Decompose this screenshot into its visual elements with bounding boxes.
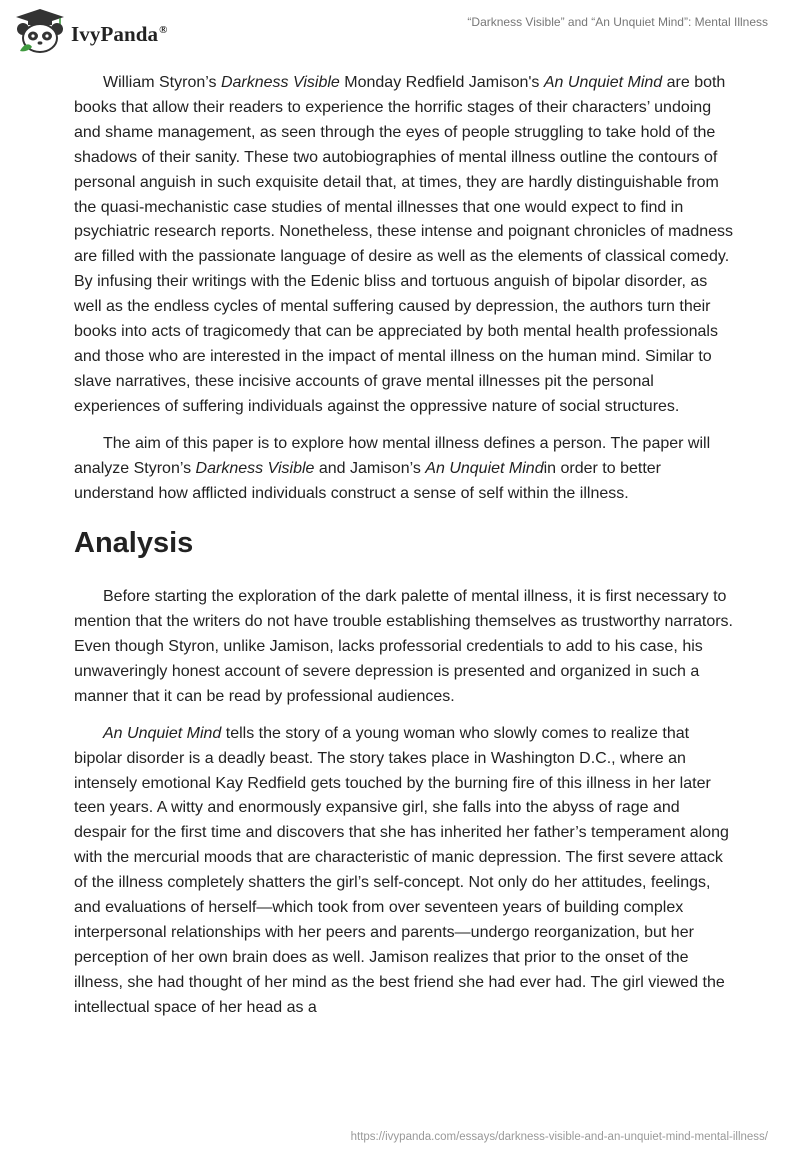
page-header <box>0 0 800 60</box>
paragraph-intro <box>74 71 734 420</box>
section-heading-analysis: Analysis <box>74 527 194 560</box>
book-title-an-unquiet-mind: An Unquiet Mind <box>103 724 222 742</box>
book-title-darkness-visible: Darkness Visible <box>195 459 315 477</box>
text-run: tells the story of a young woman who slowly comes to realize that bipolar disorder is a deadly beast. The story takes place in Washington D.C., where an intensely emotional Kay Redfield gets touched by the burning fire of this illness in her later teen years. A witty and enormously expansive girl, she falls into the abyss of rage and despair for the first time and discovers that she has inherited her father’s temperament along with the mercurial moods that are characteristic of manic depression. The first severe attack of the illness completely shatters the girl’s self-concept. Not only do her attitudes, feelings, and evaluations of herself—which took from over seventeen years of building complex interpersonal relationships with her peers and parents—undergo reorganization, but her perception of her own brain does as well. Jamison realizes that prior to the onset of the illness, she had thought of her mind as the best friend she had ever had. The girl viewed the intellectual space of her head as a <box>74 724 729 1016</box>
text-run: and Jamison’s <box>314 459 426 477</box>
text-run: Monday Redfield Jamison's <box>339 74 544 91</box>
paragraph-analysis-2 <box>74 722 734 1021</box>
book-title-an-unquiet-mind: An Unquiet Mind <box>425 459 544 477</box>
book-title-darkness-visible: Darkness Visible <box>220 74 340 91</box>
essay-body <box>74 71 734 1033</box>
text-run: The aim of this paper is to explore how mental illness defines a person. The paper will analyze Styron’s <box>74 434 711 477</box>
text-run: are both books that allow their readers to experience the horrific stages of their characters’ undoing and shame management, as seen through the eyes of people struggling to take hold of the shadows of their sanity. These two autobiographies of mental illness outline the contours of personal anguish in such exquisite detail that, at times, they are hardly distinguishable from the quasi-mechanistic case studies of mental illnesses that one would expect to find in psychiatric research reports. Nonetheless, these intense and poignant chronicles of madness are filled with the passionate language of desire as well as the elements of classical comedy. By infusing their writings with the Edenic bliss and tortuous anguish of bipolar disorder, as well as the endless cycles of mental suffering caused by depression, the authors turn their books into acts of tragicomedy that can be appreciated by both mental health professionals and those who are interested in the impact of mental illness on the human mind. Similar to slave narratives, these incisive accounts of grave mental illnesses pit the personal experiences of suffering individuals against the oppressive nature of social structures. <box>74 74 734 415</box>
source-url[interactable]: https://ivypanda.com/essays/darkness-visible-and-an-unquiet-mind-mental-illness/ <box>350 1131 768 1143</box>
text-run: in order to better understand how afflicted individuals construct a sense of self within the illness. <box>74 459 661 502</box>
panda-graduate-icon <box>14 7 66 55</box>
paragraph-aim <box>74 432 734 507</box>
text-run: William Styron’s <box>103 74 221 91</box>
logo-name: IvyPanda <box>71 21 159 46</box>
paragraph-analysis-1: Before starting the exploration of the dark palette of mental illness, it is first necessary to mention that the writers do not have trouble establishing themselves as trustworthy narrators. Even though Styron, unlike Jamison, lacks professorial credentials to add to his case, his unwaveringly honest account of severe depression is presented and organized in such a manner that it can be read by professional audiences. <box>74 588 733 705</box>
book-title-an-unquiet-mind: An Unquiet Mind <box>543 74 663 91</box>
ivypanda-logo[interactable] <box>14 7 168 55</box>
logo-wordmark <box>71 22 168 47</box>
logo-registered-mark: ® <box>159 23 168 36</box>
document-title: “Darkness Visible” and “An Unquiet Mind”: Mental Illness <box>467 15 768 29</box>
